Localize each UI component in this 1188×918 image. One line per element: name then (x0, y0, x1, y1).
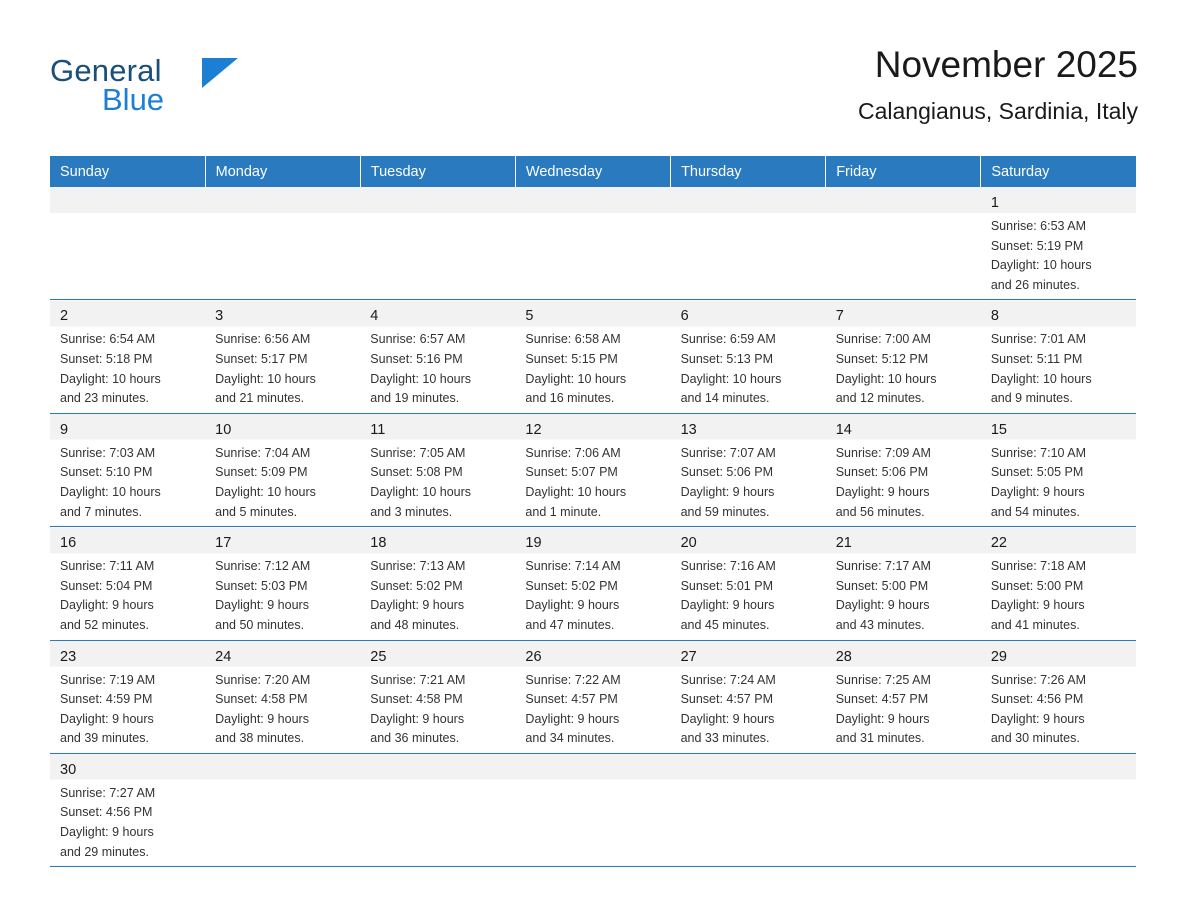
day-info-line: Daylight: 10 hours (525, 484, 627, 499)
general-blue-logo (50, 40, 310, 116)
day-cell-content (360, 300, 515, 412)
day-cell-content (981, 300, 1136, 412)
weekday-header-saturday: Saturday (981, 156, 1136, 187)
day-info-line: Sunset: 5:02 PM (525, 578, 618, 593)
calendar-empty-cell (671, 187, 826, 300)
day-cell-content (50, 527, 205, 639)
day-number: 21 (835, 535, 852, 552)
day-info-line: Daylight: 9 hours (990, 484, 1085, 499)
day-info-line: Sunrise: 7:11 AM (60, 559, 155, 574)
calendar-day-cell[interactable] (671, 300, 826, 413)
weekday-header-tuesday: Tuesday (360, 156, 515, 187)
calendar-week-row (50, 187, 1136, 300)
day-info-line: Sunrise: 6:58 AM (525, 332, 621, 347)
calendar-week-row (50, 413, 1136, 526)
day-cell-content (360, 641, 515, 753)
calendar-day-cell[interactable] (50, 527, 205, 640)
calendar-day-cell[interactable] (671, 527, 826, 640)
calendar-day-cell[interactable] (671, 640, 826, 753)
day-number: 10 (215, 421, 232, 438)
day-cell-content (205, 414, 360, 526)
calendar-empty-cell (981, 753, 1136, 866)
day-info-line: Sunset: 5:10 PM (60, 465, 153, 480)
day-info-line: Sunset: 5:00 PM (835, 578, 929, 593)
day-info-line: Sunset: 5:03 PM (215, 578, 308, 593)
day-number: 5 (525, 308, 534, 325)
day-cell-content (981, 187, 1136, 299)
calendar-day-cell[interactable] (360, 300, 515, 413)
day-info-line: Sunset: 5:09 PM (215, 465, 308, 480)
day-info-line: Sunrise: 6:54 AM (60, 332, 156, 347)
day-cell-content (515, 527, 670, 639)
day-info-line: Daylight: 9 hours (990, 711, 1085, 726)
day-number: 9 (60, 421, 69, 438)
day-info-line: Sunset: 4:57 PM (835, 692, 929, 707)
calendar-day-cell[interactable] (205, 300, 360, 413)
day-info-line: Sunset: 5:05 PM (990, 465, 1084, 480)
day-info-line: Sunrise: 7:03 AM (60, 445, 156, 460)
day-info-line: and 26 minutes. (990, 277, 1080, 292)
day-info-line: and 48 minutes. (370, 617, 460, 632)
day-info-line: Daylight: 9 hours (215, 711, 309, 726)
day-info-line: Sunrise: 7:07 AM (680, 445, 776, 460)
day-info-line: Sunset: 4:57 PM (525, 692, 618, 707)
calendar-day-cell[interactable] (50, 300, 205, 413)
day-info-line: Sunrise: 7:09 AM (835, 445, 931, 460)
day-info-line: Daylight: 9 hours (990, 598, 1085, 613)
day-cell-content (671, 414, 826, 526)
day-info-line: Daylight: 9 hours (60, 825, 154, 840)
day-cell-content (50, 641, 205, 753)
calendar-day-cell[interactable] (515, 640, 670, 753)
calendar-day-cell[interactable] (981, 300, 1136, 413)
day-cell-content (981, 414, 1136, 526)
day-info-line: Sunrise: 7:05 AM (370, 445, 466, 460)
day-info-line: Sunrise: 7:10 AM (990, 445, 1087, 460)
weekday-header-sunday: Sunday (50, 156, 205, 187)
calendar-week-row (50, 300, 1136, 413)
day-info-line: Sunrise: 7:12 AM (215, 559, 311, 574)
day-info-line: Daylight: 9 hours (835, 484, 930, 499)
calendar-day-cell[interactable] (826, 527, 981, 640)
day-info-line: Sunrise: 6:53 AM (990, 219, 1087, 233)
day-cell-content (205, 527, 360, 639)
day-info-line: Sunset: 5:08 PM (370, 465, 463, 480)
day-info-line: and 41 minutes. (990, 617, 1080, 632)
day-info-line: Daylight: 10 hours (525, 371, 627, 386)
day-cell-content (671, 641, 826, 753)
day-info-line: Sunset: 5:12 PM (835, 351, 929, 366)
calendar-day-cell[interactable] (50, 640, 205, 753)
day-number: 16 (60, 535, 77, 552)
day-cell-content (360, 527, 515, 639)
day-info-line: Sunrise: 6:57 AM (370, 332, 466, 347)
day-info-line: Daylight: 10 hours (990, 258, 1092, 273)
day-number: 12 (525, 421, 542, 438)
calendar-week-row (50, 753, 1136, 866)
day-number: 19 (525, 535, 542, 552)
day-cell-content (671, 527, 826, 639)
day-cell-content (826, 414, 981, 526)
day-number: 15 (990, 421, 1007, 438)
day-info-line: Sunset: 5:19 PM (990, 238, 1084, 253)
day-cell-content (826, 641, 981, 753)
day-cell-content (981, 641, 1136, 753)
calendar-day-cell[interactable] (50, 413, 205, 526)
day-info-line: Sunset: 5:06 PM (835, 465, 929, 480)
day-number: 13 (680, 421, 697, 438)
calendar-head (50, 156, 1136, 187)
day-info-line: Sunrise: 7:16 AM (680, 559, 776, 574)
day-info-line: Sunset: 5:04 PM (60, 578, 153, 593)
day-info-line: Sunrise: 6:59 AM (680, 332, 776, 347)
day-info-line: Sunset: 5:01 PM (680, 578, 773, 593)
weekday-header-wednesday: Wednesday (515, 156, 670, 187)
day-number: 23 (60, 648, 77, 665)
day-info-line: and 34 minutes. (525, 731, 615, 746)
weekday-header-monday: Monday (205, 156, 360, 187)
day-cell-content (515, 754, 670, 866)
day-cell-content (205, 754, 360, 866)
day-info-line: and 21 minutes. (215, 391, 305, 406)
day-number: 27 (680, 648, 697, 665)
day-info-line: Sunset: 5:16 PM (370, 351, 463, 366)
day-info-line: and 56 minutes. (835, 504, 925, 519)
day-number: 22 (990, 535, 1007, 552)
calendar-empty-cell (50, 187, 205, 300)
calendar-empty-cell (360, 187, 515, 300)
day-cell-content (826, 300, 981, 412)
day-number: 6 (680, 308, 689, 325)
calendar-day-cell[interactable] (981, 527, 1136, 640)
day-info-line: Sunset: 5:11 PM (990, 351, 1083, 366)
day-cell-content (360, 414, 515, 526)
day-cell-content (515, 414, 670, 526)
day-info-line: Sunset: 5:13 PM (680, 351, 773, 366)
day-info-line: Sunset: 5:17 PM (215, 351, 308, 366)
day-cell-content (671, 754, 826, 866)
day-cell-content (826, 187, 981, 299)
day-info-line: Sunset: 4:58 PM (215, 692, 308, 707)
calendar-day-cell[interactable] (515, 413, 670, 526)
day-number: 2 (60, 308, 69, 325)
day-info-line: and 5 minutes. (215, 504, 298, 519)
calendar-day-cell[interactable] (826, 413, 981, 526)
day-cell-content (671, 300, 826, 412)
day-number: 18 (370, 535, 387, 552)
day-info-line: and 14 minutes. (680, 391, 770, 406)
calendar-empty-cell (360, 753, 515, 866)
day-info-line: and 19 minutes. (370, 391, 460, 406)
day-info-line: Sunrise: 7:17 AM (835, 559, 931, 574)
day-info-line: Sunrise: 7:22 AM (525, 672, 621, 687)
day-info-line: Sunset: 5:07 PM (525, 465, 618, 480)
day-cell-content (826, 527, 981, 639)
day-number: 28 (835, 648, 852, 665)
calendar-empty-cell (205, 753, 360, 866)
day-cell-content (360, 187, 515, 299)
day-info-line: and 39 minutes. (60, 731, 149, 746)
day-cell-content (50, 754, 205, 866)
calendar-empty-cell (515, 753, 670, 866)
day-info-line: Daylight: 10 hours (680, 371, 782, 386)
day-number: 4 (370, 308, 379, 325)
calendar-empty-cell (826, 187, 981, 300)
day-info-line: and 47 minutes. (525, 617, 615, 632)
calendar-day-cell[interactable] (826, 640, 981, 753)
day-cell-content (981, 527, 1136, 639)
day-info-line: Sunset: 5:18 PM (60, 351, 153, 366)
day-info-line: Daylight: 9 hours (680, 484, 775, 499)
day-info-line: Daylight: 9 hours (60, 711, 154, 726)
day-info-line: Daylight: 10 hours (370, 484, 472, 499)
day-info-line: Daylight: 9 hours (680, 711, 775, 726)
day-cell-content (205, 641, 360, 753)
day-info-line: Sunrise: 7:27 AM (60, 785, 156, 800)
calendar-week-row (50, 640, 1136, 753)
day-number: 24 (215, 648, 232, 665)
day-info-line: Sunrise: 6:56 AM (215, 332, 311, 347)
day-info-line: Sunset: 5:02 PM (370, 578, 463, 593)
logo-text-general: General (50, 53, 162, 88)
day-info-line: Sunset: 4:57 PM (680, 692, 773, 707)
day-info-line: and 36 minutes. (370, 731, 460, 746)
calendar-day-cell[interactable] (515, 300, 670, 413)
day-number: 14 (835, 421, 852, 438)
calendar-day-cell[interactable] (826, 300, 981, 413)
calendar-day-cell[interactable] (360, 413, 515, 526)
calendar-day-cell[interactable] (671, 413, 826, 526)
day-cell-content (515, 187, 670, 299)
calendar-table (50, 156, 1136, 867)
calendar-day-cell[interactable] (360, 640, 515, 753)
day-cell-content (50, 414, 205, 526)
day-cell-content (671, 187, 826, 299)
day-info-line: and 33 minutes. (680, 731, 770, 746)
weekday-header-row (50, 156, 1136, 187)
calendar-empty-cell (515, 187, 670, 300)
calendar-day-cell[interactable] (981, 413, 1136, 526)
day-info-line: Sunrise: 7:26 AM (990, 672, 1087, 687)
day-info-line: Sunrise: 7:24 AM (680, 672, 776, 687)
day-info-line: Sunrise: 7:04 AM (215, 445, 311, 460)
day-info-line: and 29 minutes. (60, 844, 149, 859)
day-info-line: Daylight: 9 hours (370, 598, 465, 613)
calendar-day-cell[interactable] (205, 640, 360, 753)
page-header (50, 40, 1138, 140)
day-number: 20 (680, 535, 697, 552)
day-cell-content (205, 300, 360, 412)
day-info-line: Sunset: 5:15 PM (525, 351, 618, 366)
day-info-line: Sunset: 5:06 PM (680, 465, 773, 480)
day-number: 26 (525, 648, 542, 665)
day-info-line: Daylight: 9 hours (835, 598, 930, 613)
page-title: November 2025 (874, 44, 1138, 85)
day-number: 8 (990, 308, 999, 325)
page-subtitle: Calangianus, Sardinia, Italy (858, 98, 1138, 124)
day-number: 1 (990, 195, 999, 211)
calendar-week-row (50, 527, 1136, 640)
day-info-line: Sunrise: 7:13 AM (370, 559, 466, 574)
calendar-day-cell[interactable] (50, 753, 205, 866)
calendar-empty-cell (826, 753, 981, 866)
day-info-line: Daylight: 10 hours (60, 484, 161, 499)
day-number: 11 (370, 421, 386, 438)
day-info-line: and 7 minutes. (60, 504, 142, 519)
calendar-day-cell[interactable] (205, 527, 360, 640)
day-info-line: Daylight: 9 hours (370, 711, 465, 726)
day-cell-content (826, 754, 981, 866)
day-info-line: Sunrise: 7:21 AM (370, 672, 466, 687)
day-number: 25 (370, 648, 387, 665)
weekday-header-friday: Friday (826, 156, 981, 187)
day-number: 3 (215, 308, 224, 325)
day-cell-content (360, 754, 515, 866)
day-cell-content (50, 187, 205, 299)
day-info-line: Sunrise: 7:14 AM (525, 559, 621, 574)
day-cell-content (515, 641, 670, 753)
calendar-day-cell[interactable] (205, 413, 360, 526)
day-info-line: and 45 minutes. (680, 617, 770, 632)
day-info-line: Sunrise: 7:19 AM (60, 672, 156, 687)
day-info-line: and 50 minutes. (215, 617, 305, 632)
day-info-line: Daylight: 9 hours (680, 598, 775, 613)
day-info-line: Sunrise: 7:25 AM (835, 672, 931, 687)
calendar-body (50, 187, 1136, 867)
day-info-line: and 9 minutes. (990, 391, 1073, 406)
day-info-line: Daylight: 10 hours (835, 371, 937, 386)
day-info-line: and 1 minute. (525, 504, 602, 519)
day-info-line: Sunrise: 7:18 AM (990, 559, 1087, 574)
day-info-line: Daylight: 10 hours (215, 484, 316, 499)
day-info-line: and 52 minutes. (60, 617, 149, 632)
day-info-line: and 12 minutes. (835, 391, 925, 406)
day-info-line: and 3 minutes. (370, 504, 453, 519)
day-info-line: and 30 minutes. (990, 731, 1080, 746)
day-info-line: Daylight: 10 hours (215, 371, 316, 386)
day-info-line: Daylight: 9 hours (525, 598, 620, 613)
day-cell-content (50, 300, 205, 412)
day-info-line: Daylight: 10 hours (370, 371, 472, 386)
day-info-line: and 38 minutes. (215, 731, 305, 746)
day-info-line: Sunrise: 7:01 AM (990, 332, 1087, 347)
day-info-line: and 43 minutes. (835, 617, 925, 632)
day-info-line: and 54 minutes. (990, 504, 1080, 519)
day-info-line: Daylight: 9 hours (835, 711, 930, 726)
day-info-line: Sunset: 4:56 PM (60, 805, 153, 820)
logo-text-blue: Blue (102, 82, 165, 117)
day-info-line: Daylight: 9 hours (525, 711, 620, 726)
day-info-line: Daylight: 9 hours (60, 598, 154, 613)
calendar-day-cell[interactable] (981, 187, 1136, 300)
title-block (858, 40, 1138, 128)
day-cell-content (515, 300, 670, 412)
day-number: 17 (215, 535, 232, 552)
logo-triangle-icon (202, 58, 238, 88)
calendar-day-cell[interactable] (981, 640, 1136, 753)
day-info-line: Daylight: 9 hours (215, 598, 309, 613)
day-info-line: Sunset: 5:00 PM (990, 578, 1084, 593)
day-info-line: and 31 minutes. (835, 731, 925, 746)
weekday-header-thursday: Thursday (671, 156, 826, 187)
day-number: 30 (60, 761, 77, 778)
day-info-line: Daylight: 10 hours (990, 371, 1092, 386)
day-number: 7 (835, 308, 844, 325)
calendar-empty-cell (671, 753, 826, 866)
day-info-line: and 16 minutes. (525, 391, 615, 406)
day-info-line: Sunrise: 7:20 AM (215, 672, 311, 687)
calendar-day-cell[interactable] (360, 527, 515, 640)
day-info-line: and 23 minutes. (60, 391, 149, 406)
day-info-line: Sunrise: 7:06 AM (525, 445, 621, 460)
day-info-line: Sunset: 4:56 PM (990, 692, 1084, 707)
day-number: 29 (990, 648, 1007, 665)
calendar-empty-cell (205, 187, 360, 300)
day-info-line: Sunrise: 7:00 AM (835, 332, 931, 347)
day-info-line: Daylight: 10 hours (60, 371, 161, 386)
day-cell-content (981, 754, 1136, 866)
day-info-line: Sunset: 4:58 PM (370, 692, 463, 707)
day-info-line: and 59 minutes. (680, 504, 770, 519)
calendar-day-cell[interactable] (515, 527, 670, 640)
day-cell-content (205, 187, 360, 299)
day-info-line: Sunset: 4:59 PM (60, 692, 153, 707)
